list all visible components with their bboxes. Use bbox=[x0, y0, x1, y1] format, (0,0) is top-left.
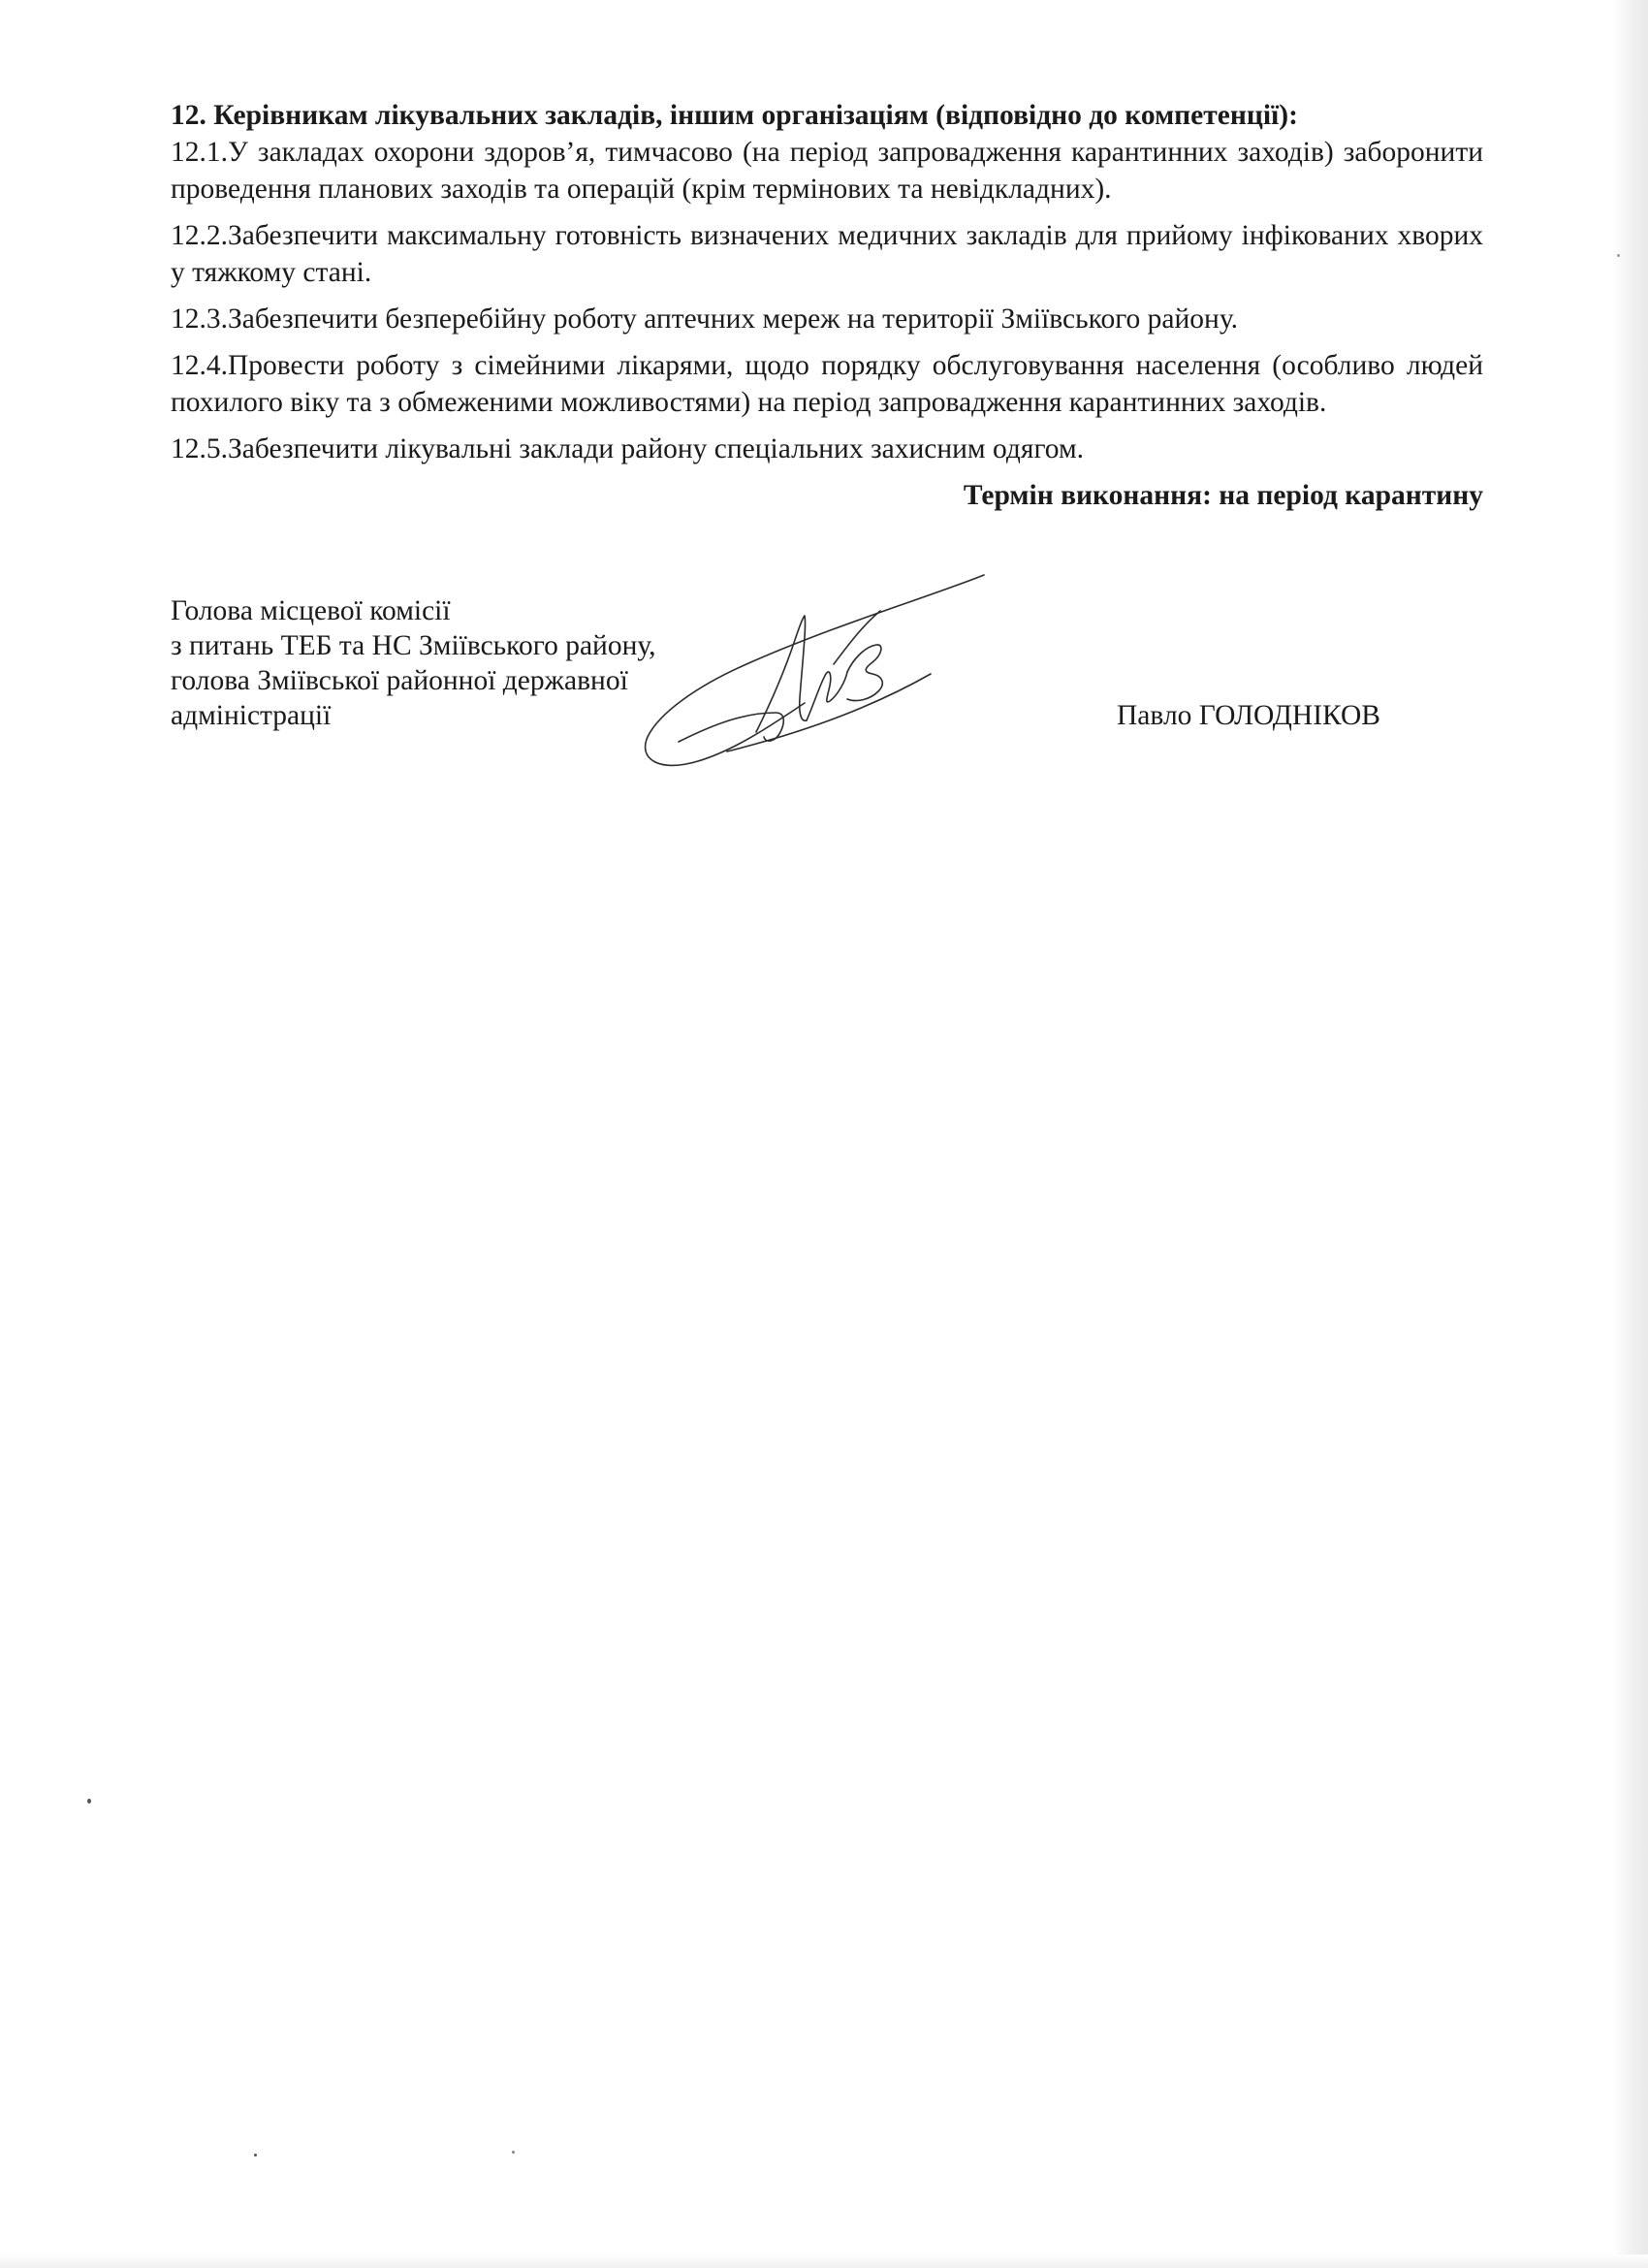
signer-name: Павло ГОЛОДНІКОВ bbox=[1117, 700, 1380, 731]
scan-speck bbox=[512, 2151, 515, 2154]
signatory-title-line: голова Зміївської районної державної bbox=[171, 665, 628, 696]
paragraph-12-1: 12.1.У закладах охорони здоров’я, тимчасово (на період запровадження карантинних заходів) заборонити проведення планових заходів та операцій (крім термінових та невідкладних). bbox=[171, 137, 1483, 205]
paragraph-12-2: 12.2.Забезпечити максимальну готовність визначених медичних закладів для прийому інфікованих хворих у тяжкому стані. bbox=[171, 220, 1483, 288]
page-edge-shadow-right bbox=[1613, 0, 1648, 2268]
paragraph-12-5: 12.5.Забезпечити лікувальні заклади району спеціальних захисним одягом. bbox=[171, 433, 1085, 464]
scan-speck bbox=[87, 1799, 91, 1804]
page-edge-shadow-bottom bbox=[0, 2254, 1648, 2268]
paragraph-12-3: 12.3.Забезпечити безперебійну роботу аптечних мереж на території Зміївського району. bbox=[171, 303, 1239, 335]
signatory-title-line: Голова місцевої комісії bbox=[171, 595, 451, 626]
signatory-title-line: адміністрації bbox=[171, 700, 332, 731]
document-body bbox=[171, 97, 1483, 514]
paragraph-12-4: 12.4.Провести роботу з сімейними лікарями, щодо порядку обслуговування населення (особливо людей похилого віку та з обмеженими можливостями) на період запровадження карантинних заходів. bbox=[171, 350, 1483, 418]
section-heading: 12. Керівникам лікувальних закладів, іншим організаціям (відповідно до компетенції): bbox=[171, 100, 1298, 131]
scan-speck bbox=[1617, 254, 1620, 257]
scan-speck bbox=[254, 2154, 257, 2156]
signatory-title-line: з питань ТЕБ та НС Зміївського району, bbox=[171, 630, 656, 661]
handwritten-signature bbox=[640, 567, 1008, 781]
deadline-note: Термін виконання: на період карантину bbox=[963, 480, 1483, 511]
